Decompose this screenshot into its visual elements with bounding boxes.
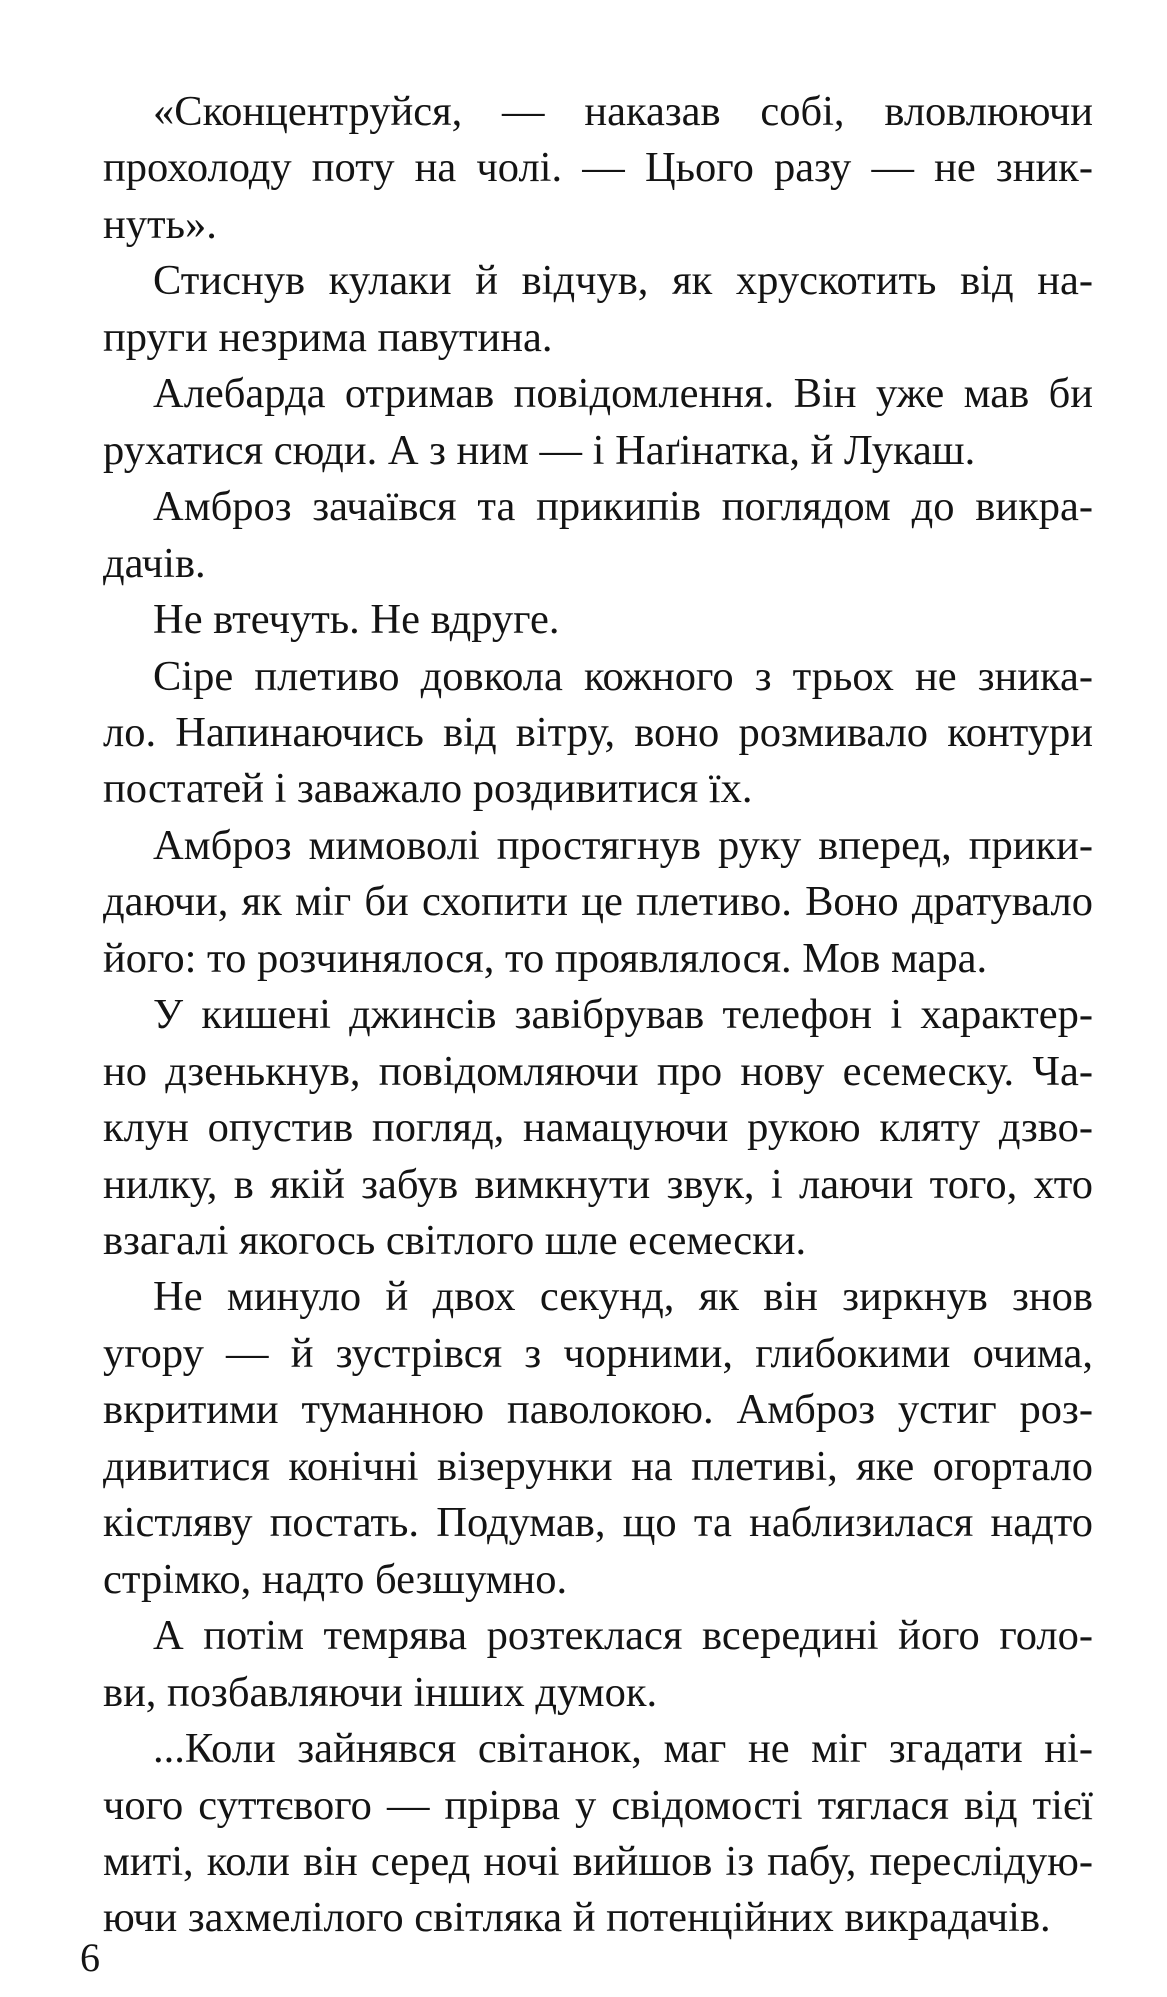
page-number: 6 (80, 1935, 100, 1980)
text-line: «Сконцентруйся, — наказав собі, вловлюючи (153, 88, 1093, 135)
text-line: стрімко, надто безшумно. (103, 1555, 568, 1603)
text-line: Не минуло й двох секунд, як він зиркнув знов (153, 1273, 1093, 1321)
text-line: Сіре плетиво довкола кожного з трьох не зника- (153, 652, 1093, 700)
text-line: даючи, як міг би схопити це плетиво. Воно дратувало (103, 878, 1093, 926)
text-line: ло. Напинаючись від вітру, воно розмивало контури (103, 708, 1093, 756)
text-line: ви, позбавляючи інших думок. (103, 1668, 658, 1716)
text-line: Не втечуть. Не вдруге. (153, 596, 560, 644)
text-line: дивитися конічні візерунки на плетиві, яке огортало (103, 1442, 1093, 1490)
text-line: А потім темрява розтеклася всередині його голо- (153, 1612, 1093, 1660)
text-line: взагалі якогось світлого шле есемески. (103, 1217, 807, 1264)
text-line: Амброз мимоволі простягнув руку вперед, прики- (153, 821, 1093, 869)
text-line: У кишені джинсів завібрував телефон і характер- (153, 991, 1093, 1039)
text-line: Алебарда отримав повідомлення. Він уже мав би (153, 370, 1093, 418)
text-line: клун опустив погляд, намацуючи рукою кляту дзво- (103, 1104, 1093, 1152)
text-line: постатей і заважало роздивитися їх. (103, 765, 753, 813)
text-line: нилку, в якій забув вимкнути звук, і лаючи того, хто (103, 1160, 1093, 1208)
text-line: прохолоду поту на чолі. — Цього разу — не зник- (103, 144, 1093, 192)
text-line: чого суттєвого — прірва у свідомості тяглася від тієї (103, 1781, 1093, 1829)
text-line: вкритими туманною паволокою. Амброз устиг роз- (103, 1386, 1093, 1434)
text-line: ...Коли зайнявся світанок, маг не міг згадати ні- (153, 1725, 1093, 1773)
text-line: кістляву постать. Подумав, що та наблизилася надто (103, 1499, 1093, 1547)
text-line: Амброз зачаївся та прикипів поглядом до викра- (153, 483, 1093, 531)
text-line: дачів. (103, 539, 206, 587)
text-line: угору — й зустрівся з чорними, глибокими очима, (103, 1329, 1093, 1377)
text-line: пруги незрима павутина. (103, 313, 553, 361)
text-line: нуть». (103, 200, 217, 248)
text-line: но дзенькнув, повідомляючи про нову есемеску. Ча- (103, 1047, 1093, 1095)
text-line: миті, коли він серед ночі вийшов із пабу, переслідую- (103, 1837, 1093, 1885)
text-line: його: то розчинялося, то проявлялося. Мов мара. (103, 934, 988, 982)
text-line: Стиснув кулаки й відчув, як хрускотить від на- (153, 257, 1093, 305)
text-line: ючи захмелілого світляка й потенційних викрадачів. (103, 1894, 1051, 1942)
text-line: рухатися сюди. А з ним — і Наґінатка, й Лукаш. (103, 426, 976, 474)
